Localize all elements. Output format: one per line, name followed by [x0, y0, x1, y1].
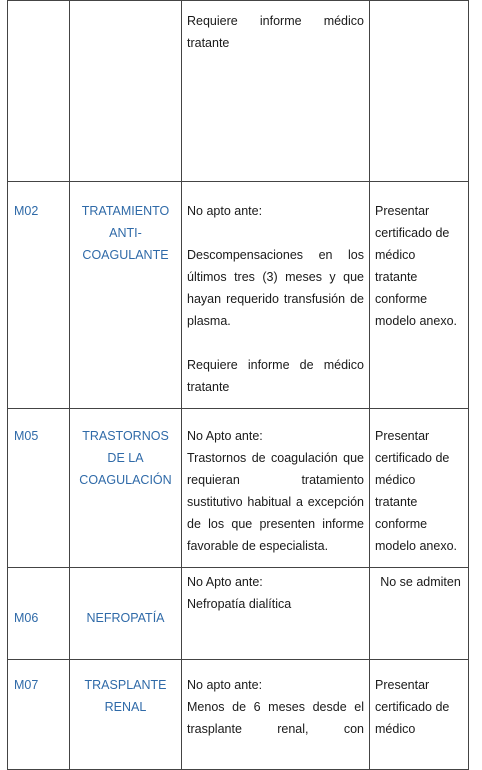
desc-intro: No Apto ante: [187, 575, 263, 589]
code-text: M07 [14, 678, 39, 692]
req-line: certificado de [375, 451, 450, 465]
req-line: médico [375, 722, 416, 736]
req-line: No se admiten [380, 575, 461, 589]
description-cell [182, 660, 370, 770]
code-cell [8, 182, 70, 409]
name-cell [70, 182, 182, 409]
desc-line: tratante [187, 36, 230, 50]
req-line: médico [375, 473, 416, 487]
code-cell [8, 660, 70, 770]
table-row [8, 182, 469, 409]
name-line: TRASTORNOS [82, 429, 169, 443]
req-line: Presentar [375, 204, 430, 218]
desc-line: favorable de especialista. [187, 539, 329, 553]
requirement-cell [370, 409, 469, 568]
req-line: conforme [375, 517, 428, 531]
desc-intro: No apto ante: [187, 204, 263, 218]
desc-line: requieran tratamiento [187, 473, 364, 487]
desc-line: sustitutivo habitual a excepción [187, 495, 364, 509]
requirement-cell [370, 182, 469, 409]
requirements-table [7, 0, 469, 770]
desc-line: últimos tres (3) meses y que [187, 270, 364, 284]
req-line: modelo anexo. [375, 539, 458, 553]
name-cell [70, 660, 182, 770]
desc-line: trasplante renal, con [187, 722, 364, 736]
req-line: certificado de [375, 700, 450, 714]
desc-line: Menos de 6 meses desde el [187, 700, 364, 714]
desc-line: plasma. [187, 314, 231, 328]
name-line: RENAL [104, 700, 147, 714]
req-line: tratante [375, 495, 418, 509]
name-line: COAGULANTE [82, 248, 169, 262]
desc-intro: No apto ante: [187, 678, 263, 692]
table-row [8, 568, 469, 660]
req-line: certificado de [375, 226, 450, 240]
code-text: M02 [14, 204, 39, 218]
req-line: modelo anexo. [375, 314, 458, 328]
name-line: DE LA [107, 451, 144, 465]
desc-line: Trastornos de coagulación que [187, 451, 364, 465]
desc-line: hayan requerido transfusión de [187, 292, 364, 306]
name-cell [70, 409, 182, 568]
description-cell [182, 409, 370, 568]
table-row [8, 409, 469, 568]
name-line: ANTI- [109, 226, 142, 240]
requirement-cell [370, 1, 469, 182]
code-text: M06 [14, 610, 39, 625]
description-cell [182, 182, 370, 409]
requirement-cell [370, 660, 469, 770]
name-line: TRATAMIENTO [81, 204, 170, 218]
name-line: COAGULACIÓN [79, 473, 172, 487]
desc-line: de los que presenten informe [187, 517, 364, 531]
req-line: Presentar [375, 678, 430, 692]
req-line: médico [375, 248, 416, 262]
desc-intro: No Apto ante: [187, 429, 263, 443]
desc-line: Requiere informe médico [187, 14, 364, 28]
code-cell [8, 1, 70, 182]
req-line: Presentar [375, 429, 430, 443]
req-line: tratante [375, 270, 418, 284]
table-row [8, 660, 469, 770]
req-line: conforme [375, 292, 428, 306]
name-cell [70, 1, 182, 182]
requirement-cell [370, 568, 469, 660]
name-line: TRASPLANTE [84, 678, 167, 692]
description-cell [182, 568, 370, 660]
name-line: NEFROPATÍA [86, 610, 165, 625]
desc-line: tratante [187, 380, 230, 394]
desc-line: Descompensaciones en los [187, 248, 364, 262]
code-cell [8, 409, 70, 568]
code-text: M05 [14, 429, 39, 443]
description-cell [182, 1, 370, 182]
table-row [8, 1, 469, 182]
name-cell [70, 568, 182, 660]
desc-line: Requiere informe de médico [187, 358, 364, 372]
code-cell [8, 568, 70, 660]
desc-line: Nefropatía dialítica [187, 597, 292, 611]
